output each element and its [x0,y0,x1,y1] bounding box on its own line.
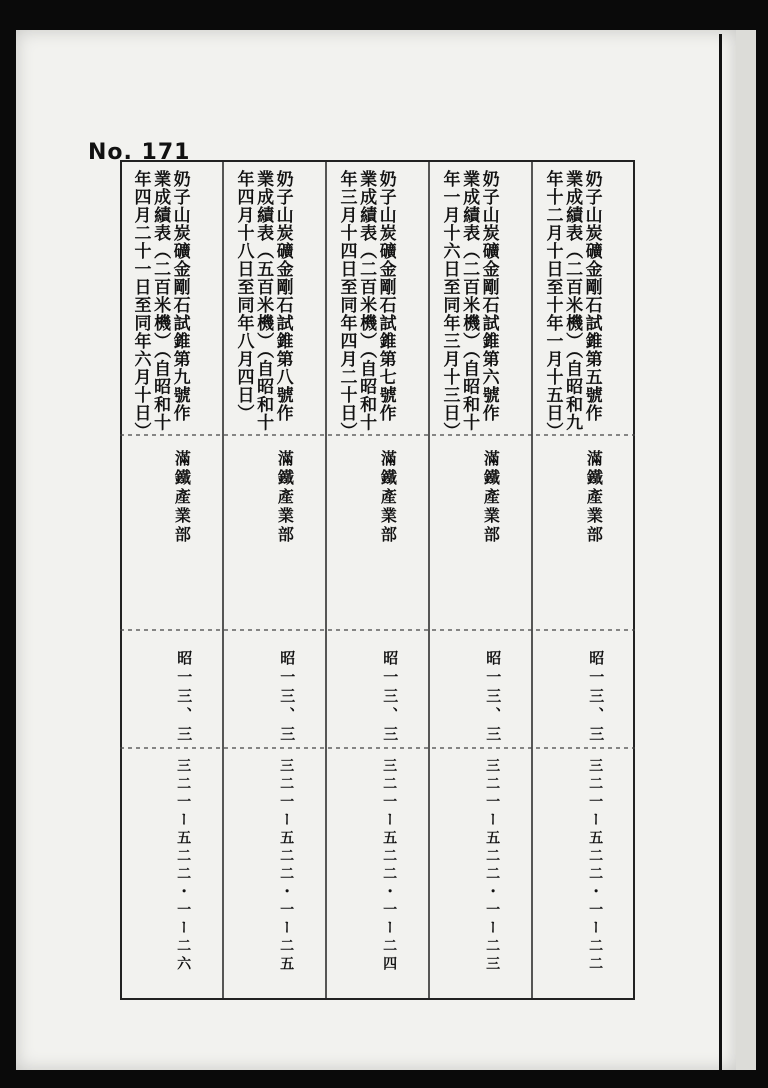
card-right-border [719,34,722,1070]
entry-5-title: 奶子山炭礦金剛石試錐第九號作業成績表（二百米機）（自昭和十年四月二十一日至同年六月十日） [130,170,190,440]
entry-2-title: 奶子山炭礦金剛石試錐第六號作業成績表（二百米機）（自昭和十年一月十六日至同年三月十三日） [439,170,499,440]
entry-4-code: 三二一ー五二二・一ー二五 [278,758,295,974]
entry-5-code: 三二一ー五二二・一ー二六 [175,758,192,974]
entry-1-organization: 滿鐵產業部 [584,450,604,545]
adjacent-page-edge [736,30,756,1070]
entry-2-code: 三二一ー五二二・一ー二三 [484,758,501,974]
entry-5-date: 昭一三、三 [175,650,194,745]
entry-4-title: 奶子山炭礦金剛石試錐第八號作業成績表（五百米機）（自昭和十年四月十八日至同年八月四日） [233,170,293,432]
entry-5-organization: 滿鐵產業部 [172,450,192,545]
entry-1-date: 昭一三、三 [587,650,606,745]
entry-2-organization: 滿鐵產業部 [481,450,501,545]
entry-3-code: 三二一ー五二二・一ー二四 [381,758,398,974]
entry-3-organization: 滿鐵產業部 [378,450,398,545]
entry-1-code: 三二一ー五二二・一ー二二 [587,758,604,974]
entry-4-date: 昭一三、三 [278,650,297,745]
entry-4-organization: 滿鐵產業部 [275,450,295,545]
entry-2-date: 昭一三、三 [484,650,503,745]
entry-1-title: 奶子山炭礦金剛石試錐第五號作業成績表（二百米機）（自昭和九年十二月十日至十年一月十五日） [542,170,602,440]
catalog-table [120,160,635,1000]
entry-3-title: 奶子山炭礦金剛石試錐第七號作業成績表（二百米機）（自昭和十年三月十四日至同年四月二十日） [336,170,396,440]
page-number: No. 171 [88,140,191,165]
entry-3-date: 昭一三、三 [381,650,400,745]
